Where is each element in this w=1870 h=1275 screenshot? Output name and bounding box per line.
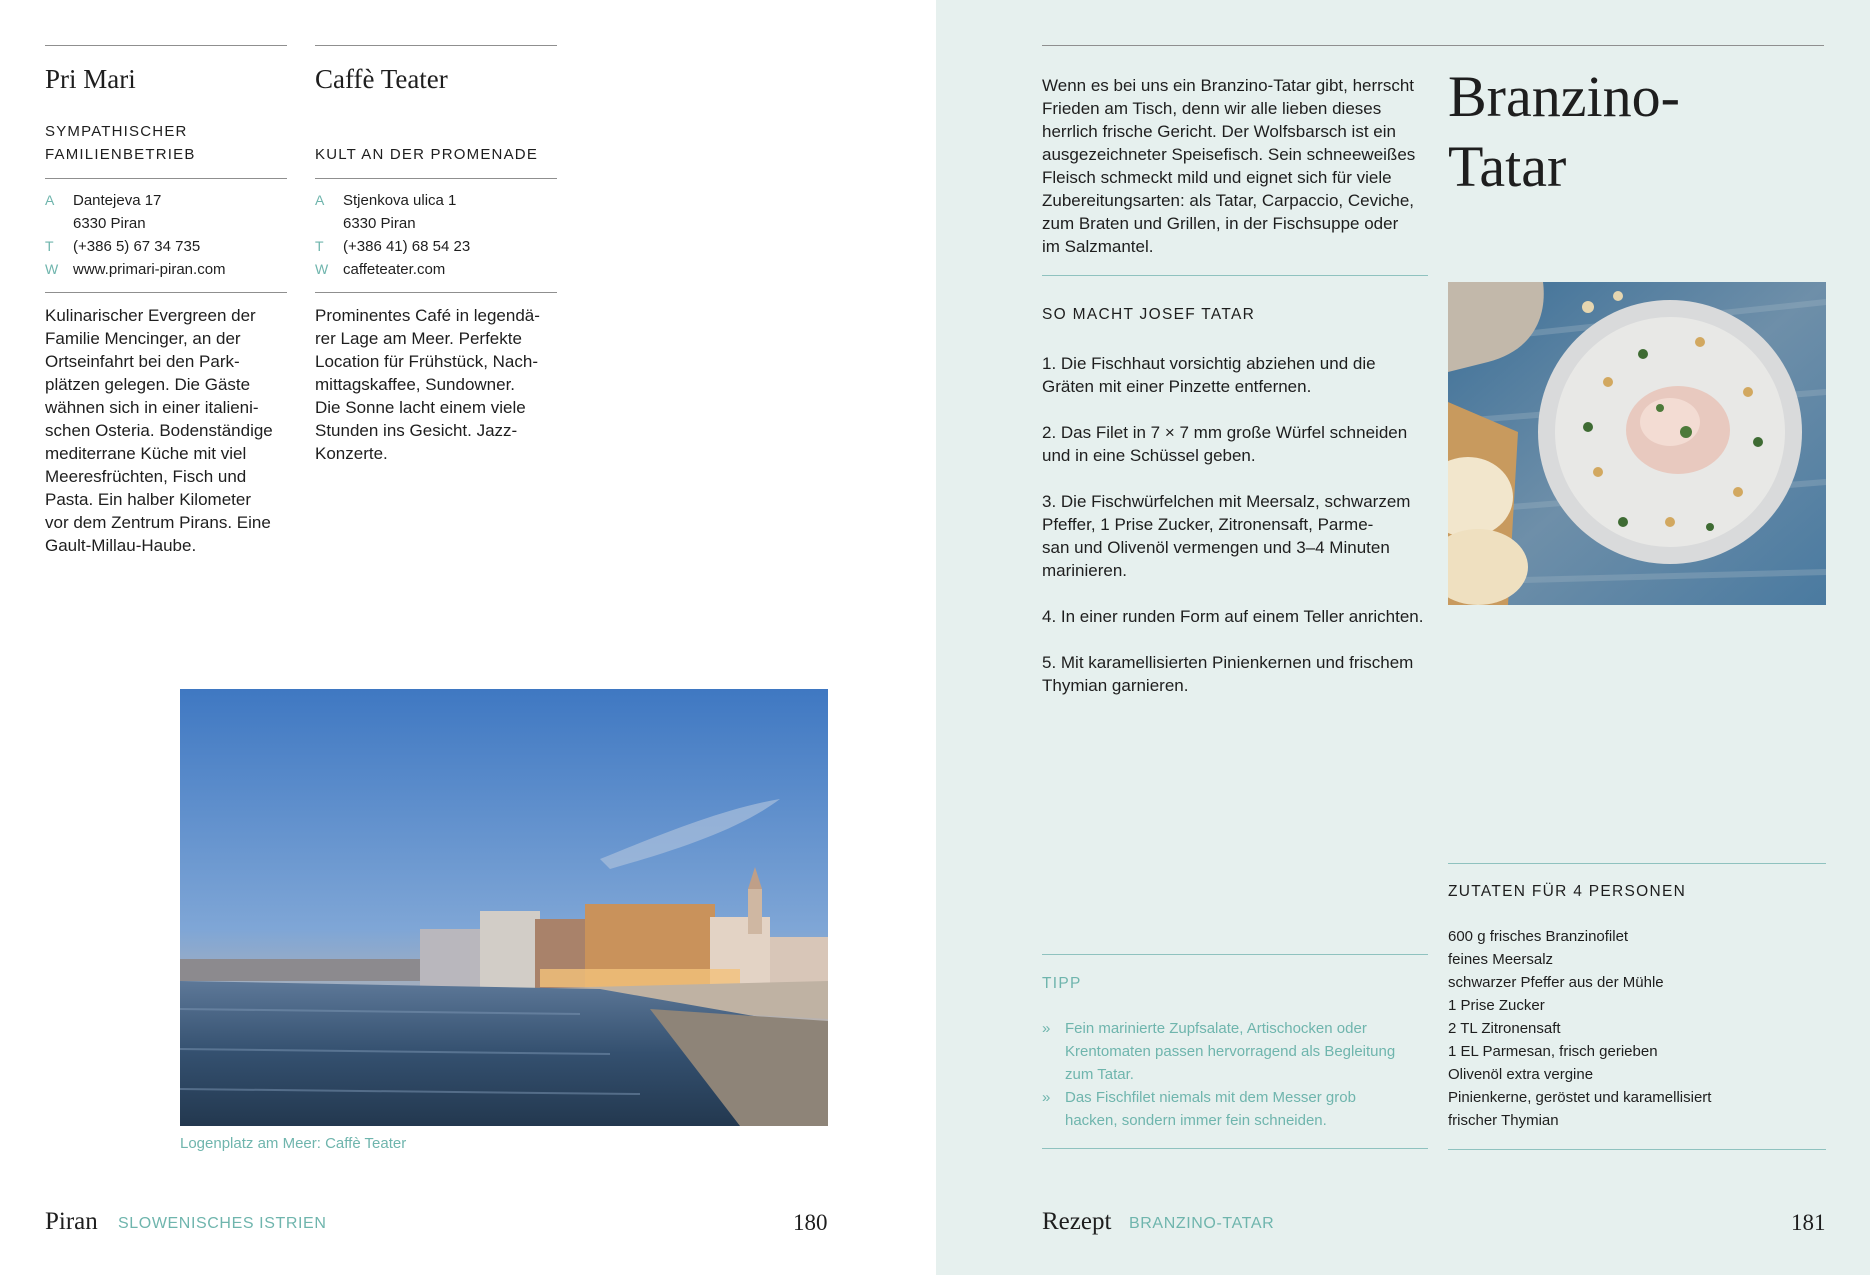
ingredient-item: feines Meersalz — [1448, 951, 1554, 968]
divider — [1042, 45, 1824, 46]
ingredient-item: frischer Thymian — [1448, 1112, 1559, 1129]
footer-section: BRANZINO-TATAR — [1129, 1215, 1275, 1232]
ingredient-item: 2 TL Zitronensaft — [1448, 1020, 1561, 1037]
venue-description: Kulinarischer Evergreen der Familie Mencinger, an der Ortseinfahrt bei den Park- plätzen gelegen. Die Gäste wähnen sich in einer italieni- schen Osteria. Bodenständige mediterrane Küche mit viel Meeresfrüchten, Fisch und Pasta. Ein halber Kilometer vor dem Zentrum Pirans. Eine Gault-Millau-Haube. — [45, 306, 273, 555]
ingredients-heading: ZUTATEN FÜR 4 PERSONEN — [1448, 883, 1687, 900]
recipe-step: 4. In einer runden Form auf einem Teller anrichten. — [1042, 607, 1424, 626]
ingredient-item: 1 Prise Zucker — [1448, 997, 1545, 1014]
footer-section: SLOWENISCHES ISTRIEN — [118, 1215, 327, 1232]
venue-tagline: SYMPATHISCHER FAMILIENBETRIEB — [45, 123, 196, 163]
tip-heading: TIPP — [1042, 975, 1082, 992]
divider — [1042, 954, 1428, 955]
tip-list — [1042, 1017, 1432, 1132]
recipe-title: Branzino- Tatar — [1448, 64, 1680, 199]
divider — [45, 292, 287, 293]
bullet-icon: » — [1042, 1089, 1051, 1106]
divider — [1042, 1148, 1428, 1149]
venue-description: Prominentes Café in legendä- rer Lage am Meer. Perfekte Location für Frühstück, Nach- mittagskaffee, Sundowner. Die Sonne lacht einem viele Stunden ins Gesicht. Jazz- Konzerte. — [315, 306, 540, 463]
ingredients-list — [1448, 925, 1828, 1132]
photo-caption: Logenplatz am Meer: Caffè Teater — [180, 1135, 407, 1152]
page-number: 180 — [793, 1210, 828, 1235]
divider — [1042, 275, 1428, 276]
page-number: 181 — [1791, 1210, 1826, 1235]
method-heading: SO MACHT JOSEF TATAR — [1042, 306, 1256, 323]
ingredient-item: Olivenöl extra vergine — [1448, 1066, 1594, 1083]
footer-place: Piran — [45, 1208, 98, 1235]
tip-item: » Das Fischfilet niemals mit dem Messer grob hacken, sondern immer fein schneiden. — [1042, 1086, 1432, 1132]
recipe-step: 3. Die Fischwürfelchen mit Meersalz, schwarzem Pfeffer, 1 Prise Zucker, Zitronensaft, Parme- san und Olivenöl vermengen und 3–4 Minuten marinieren. — [1042, 492, 1411, 580]
venue-name: Pri Mari — [45, 64, 136, 94]
dish-photo-illustration — [1448, 282, 1826, 605]
intro-text: Wenn es bei uns ein Branzino-Tatar gibt, herrscht Frieden am Tisch, denn wir alle lieben dieses herrlich frische Gericht. Der Wolfsbarsch ist ein ausgezeichneter Speisefisch. Sein schneeweißes Fleisch schmeckt mild und eignet sich für viele Zubereitungsarten: als Tatar, Carpaccio, Ceviche, zum Braten und Grillen, in der Fischsuppe oder im Salzmantel. — [1042, 76, 1416, 256]
divider — [45, 178, 287, 179]
harbor-photo-illustration — [180, 689, 828, 1126]
ingredient-item: schwarzer Pfeffer aus der Mühle — [1448, 974, 1664, 991]
website-link: caffeteater.com — [343, 261, 446, 278]
dish-photo — [1448, 282, 1826, 605]
left-page: Pri Mari SYMPATHISCHER FAMILIENBETRIEB A Dantejeva 17 6330 Piran T (+386 5) 67 34 735 W www.primari-piran.com Kulinarischer Evergreen der Familie Mencinger, an der Ortseinfahrt bei den Park- plätzen gelegen. Die Gäste wähnen sich in einer italieni- schen Osteria. Bodenständige mediterrane Küche mit viel Meeresfrüchten, Fisch und Pasta. Ein halber Kilometer vor dem Zentrum Pirans. Eine Gault-Millau-Haube. Caffè Teater KULT AN DER PROMENADE A Stjenkova ulica 1 6330 Piran T (+386 41) 68 54 23 W caffeteater.com Prominentes Café in legendä- rer Lage am Meer. Perfekte Location für Frühstück, Nach- mittagskaffee, Sundowner. Die Sonne lacht einem viele Stunden ins Gesicht. Jazz- Konzerte. Logenplatz am Meer: Caffè Teater Piran SLOWENISCHES ISTRIEN 180 — [0, 0, 936, 1275]
divider — [315, 178, 557, 179]
ingredient-item: 600 g frisches Branzinofilet — [1448, 928, 1629, 945]
recipe-step: 2. Das Filet in 7 × 7 mm große Würfel schneiden und in eine Schüssel geben. — [1042, 423, 1408, 465]
right-page — [936, 0, 1870, 1275]
venue-tagline: KULT AN DER PROMENADE — [315, 146, 539, 163]
bullet-icon: » — [1042, 1020, 1051, 1037]
footer-label: Rezept — [1042, 1208, 1112, 1235]
divider — [1448, 1149, 1826, 1150]
divider — [1448, 863, 1826, 864]
venue-name: Caffè Teater — [315, 64, 448, 94]
divider — [315, 292, 557, 293]
recipe-step: 5. Mit karamellisierten Pinienkernen und frischem Thymian garnieren. — [1042, 653, 1414, 695]
website-link: www.primari-piran.com — [73, 261, 226, 278]
recipe-step: 1. Die Fischhaut vorsichtig abziehen und die Gräten mit einer Pinzette entfernen. — [1042, 354, 1376, 396]
ingredient-item: 1 EL Parmesan, frisch gerieben — [1448, 1043, 1658, 1060]
tip-item: » Fein marinierte Zupfsalate, Artischocken oder Krentomaten passen hervorragend als Begleitung zum Tatar. — [1042, 1017, 1432, 1086]
divider — [315, 45, 557, 46]
ingredient-item: Pinienkerne, geröstet und karamellisiert — [1448, 1089, 1712, 1106]
divider — [45, 45, 287, 46]
harbor-photo — [180, 689, 828, 1126]
